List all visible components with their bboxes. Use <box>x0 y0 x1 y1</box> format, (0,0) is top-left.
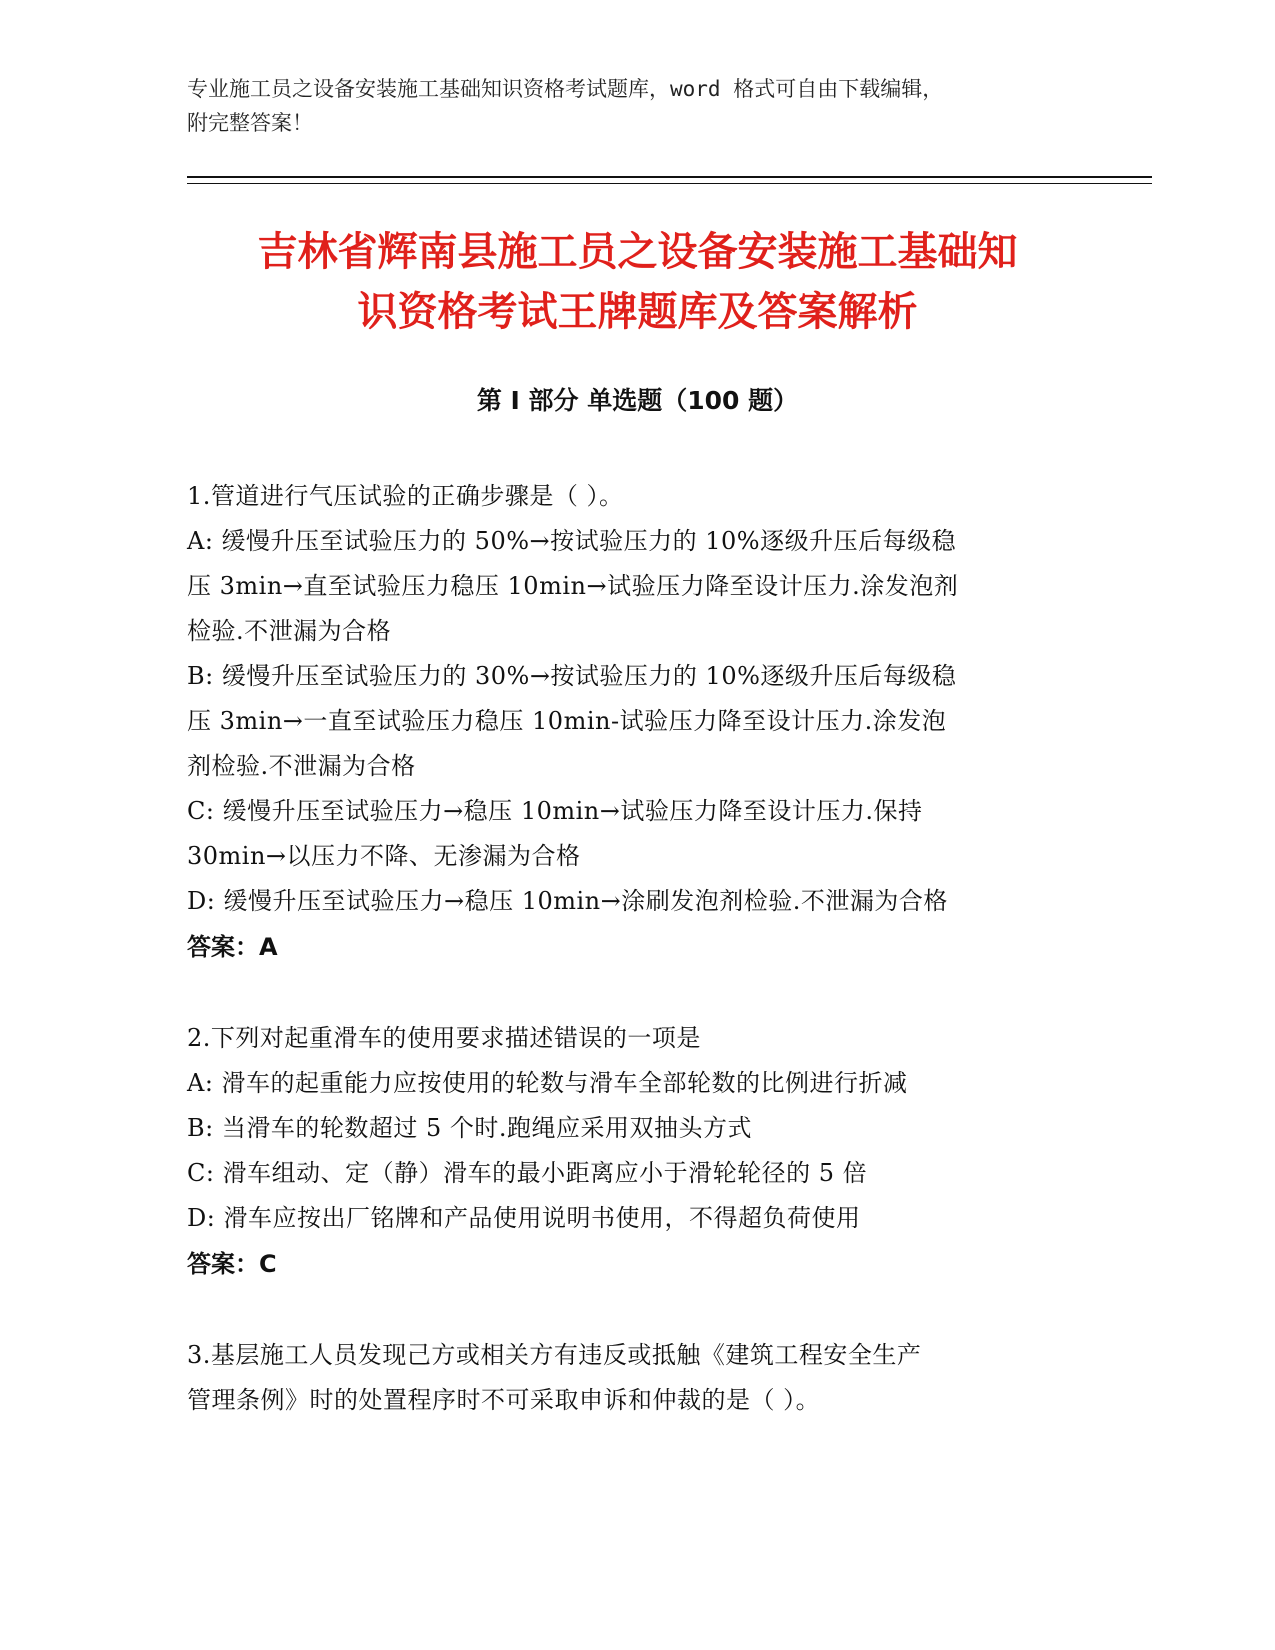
question-3 <box>187 1333 1087 1423</box>
question-line: 2.下列对起重滑车的使用要求描述错误的一项是 <box>187 1024 701 1052</box>
question-line: D: 缓慢升压至试验压力→稳压 10min→涂刷发泡剂检验.不泄漏为合格 <box>187 887 948 915</box>
question-line: C: 缓慢升压至试验压力→稳压 10min→试验压力降至设计压力.保持 <box>187 797 923 825</box>
question-line: 管理条例》时的处置程序时不可采取申诉和仲裁的是（ ）。 <box>187 1386 821 1414</box>
question-line: 检验.不泄漏为合格 <box>187 617 392 645</box>
question-line: B: 缓慢升压至试验压力的 30%→按试验压力的 10%逐级升压后每级稳 <box>187 662 957 690</box>
title-line: 识资格考试王牌题库及答案解析 <box>357 289 918 335</box>
question-line: 剂检验.不泄漏为合格 <box>187 752 416 780</box>
question-1 <box>187 474 1087 970</box>
question-line: A: 滑车的起重能力应按使用的轮数与滑车全部轮数的比例进行折减 <box>187 1069 908 1097</box>
question-line: C: 滑车组动、定（静）滑车的最小距离应小于滑轮轮径的 5 倍 <box>187 1159 868 1187</box>
question-line: B: 当滑车的轮数超过 5 个时.跑绳应采用双抽头方式 <box>187 1114 753 1142</box>
question-line: 1.管道进行气压试验的正确步骤是（ ）。 <box>187 482 624 510</box>
section-heading: 第 I 部分 单选题（100 题） <box>476 386 799 415</box>
header-note-line: 附完整答案！ <box>187 111 313 135</box>
question-line: 压 3min→一直至试验压力稳压 10min-试验压力降至设计压力.涂发泡 <box>187 707 947 735</box>
header-divider-thin <box>187 183 1152 184</box>
header-note <box>187 72 1067 140</box>
question-line: D: 滑车应按出厂铭牌和产品使用说明书使用，不得超负荷使用 <box>187 1204 861 1232</box>
question-line: 3.基层施工人员发现己方或相关方有违反或抵触《建筑工程安全生产 <box>187 1341 922 1369</box>
question-list <box>187 474 1087 1469</box>
question-2 <box>187 1016 1087 1287</box>
question-line: A: 缓慢升压至试验压力的 50%→按试验压力的 10%逐级升压后每级稳 <box>187 527 957 555</box>
answer-label: 答案：A <box>187 933 278 961</box>
header-divider-thick <box>187 176 1152 178</box>
question-line: 压 3min→直至试验压力稳压 10min→试验压力降至设计压力.涂发泡剂 <box>187 572 959 600</box>
header-note-line: 专业施工员之设备安装施工基础知识资格考试题库，word 格式可自由下载编辑， <box>187 77 944 101</box>
answer-label: 答案：C <box>187 1250 277 1278</box>
question-line: 30min→以压力不降、无渗漏为合格 <box>187 842 581 870</box>
document-title <box>150 222 1125 342</box>
title-line: 吉林省辉南县施工员之设备安装施工基础知 <box>257 229 1018 275</box>
